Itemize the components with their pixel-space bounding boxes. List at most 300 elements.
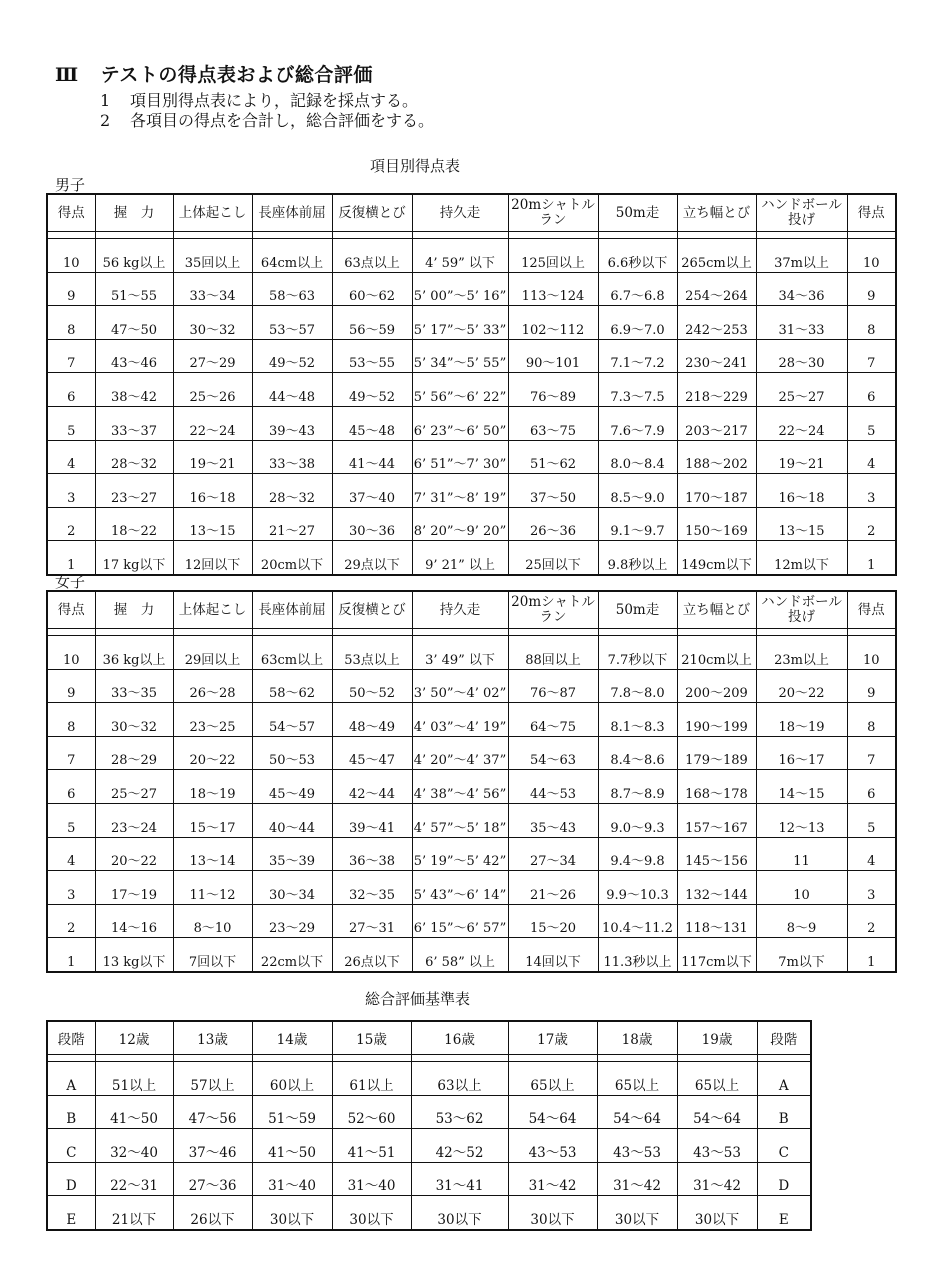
table-cell: 4’ 20”～4’ 37” (412, 736, 508, 770)
table-cell: 25～27 (756, 373, 847, 407)
column-header: 20mシャトルラン (508, 194, 598, 232)
table-cell: 9.8秒以上 (598, 541, 677, 575)
spacer-cell (847, 232, 896, 239)
table-cell: 30以下 (332, 1196, 411, 1230)
table-cell: 13～14 (173, 837, 252, 871)
score-table-caption: 項目別得点表 (370, 157, 461, 175)
table-cell: 254～264 (677, 272, 756, 306)
table-cell: 58～63 (252, 272, 332, 306)
column-header: 反復横とび (332, 591, 412, 629)
table-cell: 64cm以上 (252, 239, 332, 273)
table-cell: 6 (847, 373, 896, 407)
table-cell: 48～49 (332, 703, 412, 737)
table-cell: 76～89 (508, 373, 598, 407)
table-cell: A (757, 1062, 811, 1096)
table-cell: 53点以上 (332, 636, 412, 670)
table-cell: 179～189 (677, 736, 756, 770)
instruction-text: 項目別得点表により，記録を採点する。 (130, 91, 419, 110)
table-cell: 14～16 (95, 904, 173, 938)
table-cell: 63以上 (411, 1062, 508, 1096)
table-cell: 23～25 (173, 703, 252, 737)
table-cell: 9’ 21” 以上 (412, 541, 508, 575)
spacer-cell (173, 1055, 252, 1062)
male-label: 男子 (55, 176, 86, 194)
table-cell: 51以上 (95, 1062, 173, 1096)
table-cell: 45～47 (332, 736, 412, 770)
spacer-cell (847, 629, 896, 636)
table-cell: 31～42 (508, 1162, 597, 1196)
table-cell: 4’ 57”～5’ 18” (412, 803, 508, 837)
male-score-row (47, 373, 896, 407)
table-cell: 18～22 (95, 507, 173, 541)
column-header: 20mシャトルラン (508, 591, 598, 629)
table-cell: 3 (847, 871, 896, 905)
section-number: Ⅲ (55, 64, 79, 86)
table-cell: 90～101 (508, 339, 598, 373)
table-cell: 6’ 51”～7’ 30” (412, 440, 508, 474)
column-header: 段階 (757, 1021, 811, 1055)
table-cell: 1 (847, 541, 896, 575)
table-cell: 37～46 (173, 1129, 252, 1163)
table-cell: 8～9 (756, 904, 847, 938)
table-cell: 32～40 (95, 1129, 173, 1163)
male-score-row (47, 440, 896, 474)
table-cell: 64～75 (508, 703, 598, 737)
female-score-row (47, 636, 896, 670)
table-cell: 37～40 (332, 474, 412, 508)
table-cell: 23～29 (252, 904, 332, 938)
male-score-row (47, 474, 896, 508)
table-cell: 9.1～9.7 (598, 507, 677, 541)
table-cell: 33～38 (252, 440, 332, 474)
spacer-cell (756, 232, 847, 239)
table-cell: 4 (847, 440, 896, 474)
table-cell: 51～59 (252, 1095, 332, 1129)
table-cell: 7 (847, 736, 896, 770)
table-cell: 117cm以下 (677, 938, 756, 972)
table-cell: 76～87 (508, 669, 598, 703)
table-cell: 230～241 (677, 339, 756, 373)
table-cell: 5 (847, 803, 896, 837)
table-cell: 2 (847, 904, 896, 938)
table-cell: 50～53 (252, 736, 332, 770)
spacer-cell (597, 1055, 677, 1062)
table-cell: 203～217 (677, 406, 756, 440)
table-cell: 34～36 (756, 272, 847, 306)
table-cell: 11 (756, 837, 847, 871)
column-header: 持久走 (412, 194, 508, 232)
table-cell: 27～31 (332, 904, 412, 938)
section-title: テストの得点表および総合評価 (100, 64, 373, 86)
spacer-cell (95, 629, 173, 636)
table-cell: 30～34 (252, 871, 332, 905)
table-cell: 5 (47, 803, 95, 837)
table-cell: 20～22 (756, 669, 847, 703)
table-cell: 6’ 15”～6’ 57” (412, 904, 508, 938)
table-cell: 20～22 (173, 736, 252, 770)
table-cell: 44～48 (252, 373, 332, 407)
spacer-cell (95, 232, 173, 239)
table-cell: 61以上 (332, 1062, 411, 1096)
table-cell: 44～53 (508, 770, 598, 804)
spacer-cell (332, 1055, 411, 1062)
table-cell: 35回以上 (173, 239, 252, 273)
column-header: 上体起こし (173, 591, 252, 629)
table-cell: 42～44 (332, 770, 412, 804)
column-header: 長座体前屈 (252, 591, 332, 629)
instruction-number: 1 (100, 91, 111, 110)
table-cell: E (47, 1196, 95, 1230)
table-cell: 3’ 49” 以下 (412, 636, 508, 670)
table-cell: 49～52 (332, 373, 412, 407)
column-header: 50m走 (598, 591, 677, 629)
column-header: 上体起こし (173, 194, 252, 232)
table-cell: 2 (47, 904, 95, 938)
table-cell: 26以下 (173, 1196, 252, 1230)
spacer-cell (411, 1055, 508, 1062)
column-header: 得点 (47, 591, 95, 629)
table-cell: 54～57 (252, 703, 332, 737)
spacer-cell (756, 629, 847, 636)
table-cell: 16～17 (756, 736, 847, 770)
spacer-cell (252, 629, 332, 636)
table-cell: 3 (847, 474, 896, 508)
table-cell: 28～30 (756, 339, 847, 373)
column-header: 15歳 (332, 1021, 411, 1055)
female-score-row (47, 669, 896, 703)
table-cell: 30以下 (597, 1196, 677, 1230)
table-cell: 10 (47, 239, 95, 273)
female-score-row (47, 803, 896, 837)
table-cell: 8.7～8.9 (598, 770, 677, 804)
table-cell: 200～209 (677, 669, 756, 703)
eval-row (47, 1162, 811, 1196)
table-cell: 36～38 (332, 837, 412, 871)
column-header: 13歳 (173, 1021, 252, 1055)
table-cell: 4’ 03”～4’ 19” (412, 703, 508, 737)
table-cell: 18～19 (756, 703, 847, 737)
table-cell: 7.8～8.0 (598, 669, 677, 703)
table-cell: 23～27 (95, 474, 173, 508)
table-cell: 23m以上 (756, 636, 847, 670)
table-cell: 132～144 (677, 871, 756, 905)
table-cell: 5 (47, 406, 95, 440)
column-header: 長座体前屈 (252, 194, 332, 232)
table-cell: 22cm以下 (252, 938, 332, 972)
table-cell: 18～19 (173, 770, 252, 804)
column-header: ハンドボール投げ (756, 194, 847, 232)
table-cell: 6 (847, 770, 896, 804)
table-cell: 1 (47, 541, 95, 575)
table-cell: 27～29 (173, 339, 252, 373)
spacer-cell (412, 232, 508, 239)
table-cell: 29点以下 (332, 541, 412, 575)
table-cell: 10.4～11.2 (598, 904, 677, 938)
table-cell: 31～33 (756, 306, 847, 340)
column-header: 立ち幅とび (677, 591, 756, 629)
table-cell: 43～46 (95, 339, 173, 373)
table-cell: 31～42 (677, 1162, 757, 1196)
female-score-row (47, 736, 896, 770)
female-score-row (47, 904, 896, 938)
column-header: 反復横とび (332, 194, 412, 232)
spacer-cell (47, 232, 95, 239)
table-cell: 7 (47, 339, 95, 373)
female-score-row (47, 703, 896, 737)
eval-row (47, 1062, 811, 1096)
table-cell: 4’ 38”～4’ 56” (412, 770, 508, 804)
table-cell: 6 (47, 770, 95, 804)
table-cell: B (757, 1095, 811, 1129)
table-cell: 33～34 (173, 272, 252, 306)
table-cell: 26～36 (508, 507, 598, 541)
table-cell: 26点以下 (332, 938, 412, 972)
spacer-cell (173, 629, 252, 636)
table-cell: 39～43 (252, 406, 332, 440)
table-cell: 30～32 (173, 306, 252, 340)
table-cell: 37m以上 (756, 239, 847, 273)
spacer-cell (508, 1055, 597, 1062)
table-cell: 11～12 (173, 871, 252, 905)
eval-table-caption: 総合評価基準表 (365, 990, 471, 1008)
table-cell: 54～64 (597, 1095, 677, 1129)
table-cell: 9.9～10.3 (598, 871, 677, 905)
table-cell: 8’ 20”～9’ 20” (412, 507, 508, 541)
table-cell: 6.6秒以下 (598, 239, 677, 273)
table-cell: 7 (847, 339, 896, 373)
table-cell: 47～56 (173, 1095, 252, 1129)
table-cell: 41～44 (332, 440, 412, 474)
table-cell: 60～62 (332, 272, 412, 306)
table-cell: 12m以下 (756, 541, 847, 575)
table-cell: 16～18 (756, 474, 847, 508)
female-label: 女子 (55, 573, 86, 591)
column-header: 19歳 (677, 1021, 757, 1055)
male-score-row (47, 339, 896, 373)
table-cell: 6.9～7.0 (598, 306, 677, 340)
table-cell: 2 (47, 507, 95, 541)
spacer-cell (332, 232, 412, 239)
table-cell: 33～37 (95, 406, 173, 440)
table-cell: 25回以下 (508, 541, 598, 575)
table-cell: 37～50 (508, 474, 598, 508)
table-cell: 26～28 (173, 669, 252, 703)
table-cell: 31～40 (332, 1162, 411, 1196)
table-cell: 5’ 43”～6’ 14” (412, 871, 508, 905)
table-cell: 50～52 (332, 669, 412, 703)
table-cell: 11.3秒以上 (598, 938, 677, 972)
spacer-cell (412, 629, 508, 636)
table-cell: 3’ 50”～4’ 02” (412, 669, 508, 703)
spacer-cell (598, 629, 677, 636)
table-cell: C (757, 1129, 811, 1163)
table-cell: 15～17 (173, 803, 252, 837)
male-score-table (46, 193, 897, 576)
table-cell: 8 (847, 703, 896, 737)
table-cell: 21～26 (508, 871, 598, 905)
table-cell: 5’ 34”～5’ 55” (412, 339, 508, 373)
table-cell: 28～32 (95, 440, 173, 474)
spacer-cell (47, 629, 95, 636)
table-cell: 53～55 (332, 339, 412, 373)
table-cell: 265cm以上 (677, 239, 756, 273)
table-cell: 1 (47, 938, 95, 972)
male-score-row (47, 406, 896, 440)
header-spacer (47, 232, 896, 239)
table-cell: 7 (47, 736, 95, 770)
table-cell: 43～53 (677, 1129, 757, 1163)
column-header: 握 力 (95, 194, 173, 232)
table-cell: 53～62 (411, 1095, 508, 1129)
table-cell: 28～32 (252, 474, 332, 508)
table-cell: 43～53 (597, 1129, 677, 1163)
table-cell: 54～64 (677, 1095, 757, 1129)
table-cell: 19～21 (756, 440, 847, 474)
table-cell: 13～15 (756, 507, 847, 541)
table-cell: 3 (47, 474, 95, 508)
table-cell: 35～43 (508, 803, 598, 837)
table-cell: 57以上 (173, 1062, 252, 1096)
table-cell: 29回以上 (173, 636, 252, 670)
header-spacer (47, 629, 896, 636)
table-cell: 9 (847, 669, 896, 703)
table-cell: 3 (47, 871, 95, 905)
spacer-cell (252, 232, 332, 239)
table-cell: 149cm以下 (677, 541, 756, 575)
instruction-number: 2 (100, 111, 111, 130)
table-cell: 31～42 (597, 1162, 677, 1196)
column-header: 14歳 (252, 1021, 332, 1055)
eval-row (47, 1129, 811, 1163)
table-cell: 8.0～8.4 (598, 440, 677, 474)
spacer-cell (508, 629, 598, 636)
table-cell: 51～55 (95, 272, 173, 306)
table-cell: 30以下 (508, 1196, 597, 1230)
table-cell: 157～167 (677, 803, 756, 837)
table-cell: E (757, 1196, 811, 1230)
table-cell: 21以下 (95, 1196, 173, 1230)
table-cell: 4 (847, 837, 896, 871)
male-score-row (47, 507, 896, 541)
table-cell: 63点以上 (332, 239, 412, 273)
table-cell: 4 (47, 440, 95, 474)
table-cell: 20～22 (95, 837, 173, 871)
spacer-cell (677, 232, 756, 239)
column-header: 16歳 (411, 1021, 508, 1055)
table-cell: D (757, 1162, 811, 1196)
spacer-cell (508, 232, 598, 239)
table-cell: 60以上 (252, 1062, 332, 1096)
table-cell: 22～24 (756, 406, 847, 440)
table-cell: 28～29 (95, 736, 173, 770)
male-score-row (47, 272, 896, 306)
table-cell: 65以上 (597, 1062, 677, 1096)
table-cell: 56 kg以上 (95, 239, 173, 273)
table-cell: 45～48 (332, 406, 412, 440)
table-cell: 40～44 (252, 803, 332, 837)
table-cell: 30以下 (252, 1196, 332, 1230)
table-cell: 65以上 (508, 1062, 597, 1096)
table-cell: 2 (847, 507, 896, 541)
table-cell: 23～24 (95, 803, 173, 837)
table-cell: 30以下 (677, 1196, 757, 1230)
table-cell: 8.4～8.6 (598, 736, 677, 770)
table-cell: 22～24 (173, 406, 252, 440)
table-cell: 9 (847, 272, 896, 306)
column-header: 17歳 (508, 1021, 597, 1055)
table-cell: 17 kg以下 (95, 541, 173, 575)
table-cell: 6’ 23”～6’ 50” (412, 406, 508, 440)
table-cell: 14～15 (756, 770, 847, 804)
table-cell: 19～21 (173, 440, 252, 474)
table-cell: 32～35 (332, 871, 412, 905)
eval-row (47, 1095, 811, 1129)
table-cell: 41～50 (95, 1095, 173, 1129)
column-header: 段階 (47, 1021, 95, 1055)
table-cell: 218～229 (677, 373, 756, 407)
table-cell: 63～75 (508, 406, 598, 440)
table-cell: 27～36 (173, 1162, 252, 1196)
table-cell: 54～63 (508, 736, 598, 770)
table-cell: 5’ 00”～5’ 16” (412, 272, 508, 306)
table-cell: 39～41 (332, 803, 412, 837)
table-cell: 5’ 19”～5’ 42” (412, 837, 508, 871)
male-score-row (47, 239, 896, 273)
table-cell: 118～131 (677, 904, 756, 938)
table-cell: 10 (47, 636, 95, 670)
table-cell: 58～62 (252, 669, 332, 703)
table-cell: 63cm以上 (252, 636, 332, 670)
table-cell: 13～15 (173, 507, 252, 541)
female-score-row (47, 938, 896, 972)
column-header: ハンドボール投げ (756, 591, 847, 629)
spacer-cell (677, 1055, 757, 1062)
column-header: 握 力 (95, 591, 173, 629)
table-cell: 14回以下 (508, 938, 598, 972)
female-score-row (47, 871, 896, 905)
table-cell: 5’ 56”～6’ 22” (412, 373, 508, 407)
eval-row (47, 1196, 811, 1230)
table-cell: 17～19 (95, 871, 173, 905)
table-cell: 170～187 (677, 474, 756, 508)
table-cell: 8.1～8.3 (598, 703, 677, 737)
table-cell: 30～36 (332, 507, 412, 541)
table-cell: 168～178 (677, 770, 756, 804)
table-cell: 38～42 (95, 373, 173, 407)
column-header: 得点 (847, 194, 896, 232)
table-cell: 9.0～9.3 (598, 803, 677, 837)
spacer-cell (757, 1055, 811, 1062)
table-cell: 12回以下 (173, 541, 252, 575)
header-spacer (47, 1055, 811, 1062)
female-score-table (46, 590, 897, 973)
table-cell: 22～31 (95, 1162, 173, 1196)
table-cell: 102～112 (508, 306, 598, 340)
table-cell: 21～27 (252, 507, 332, 541)
spacer-cell (47, 1055, 95, 1062)
table-cell: 242～253 (677, 306, 756, 340)
table-cell: 7’ 31”～8’ 19” (412, 474, 508, 508)
table-cell: 6 (47, 373, 95, 407)
table-cell: 145～156 (677, 837, 756, 871)
column-header: 立ち幅とび (677, 194, 756, 232)
table-cell: A (47, 1062, 95, 1096)
table-cell: 210cm以上 (677, 636, 756, 670)
column-header: 得点 (47, 194, 95, 232)
table-cell: 41～51 (332, 1129, 411, 1163)
table-cell: 8.5～9.0 (598, 474, 677, 508)
female-score-row (47, 770, 896, 804)
